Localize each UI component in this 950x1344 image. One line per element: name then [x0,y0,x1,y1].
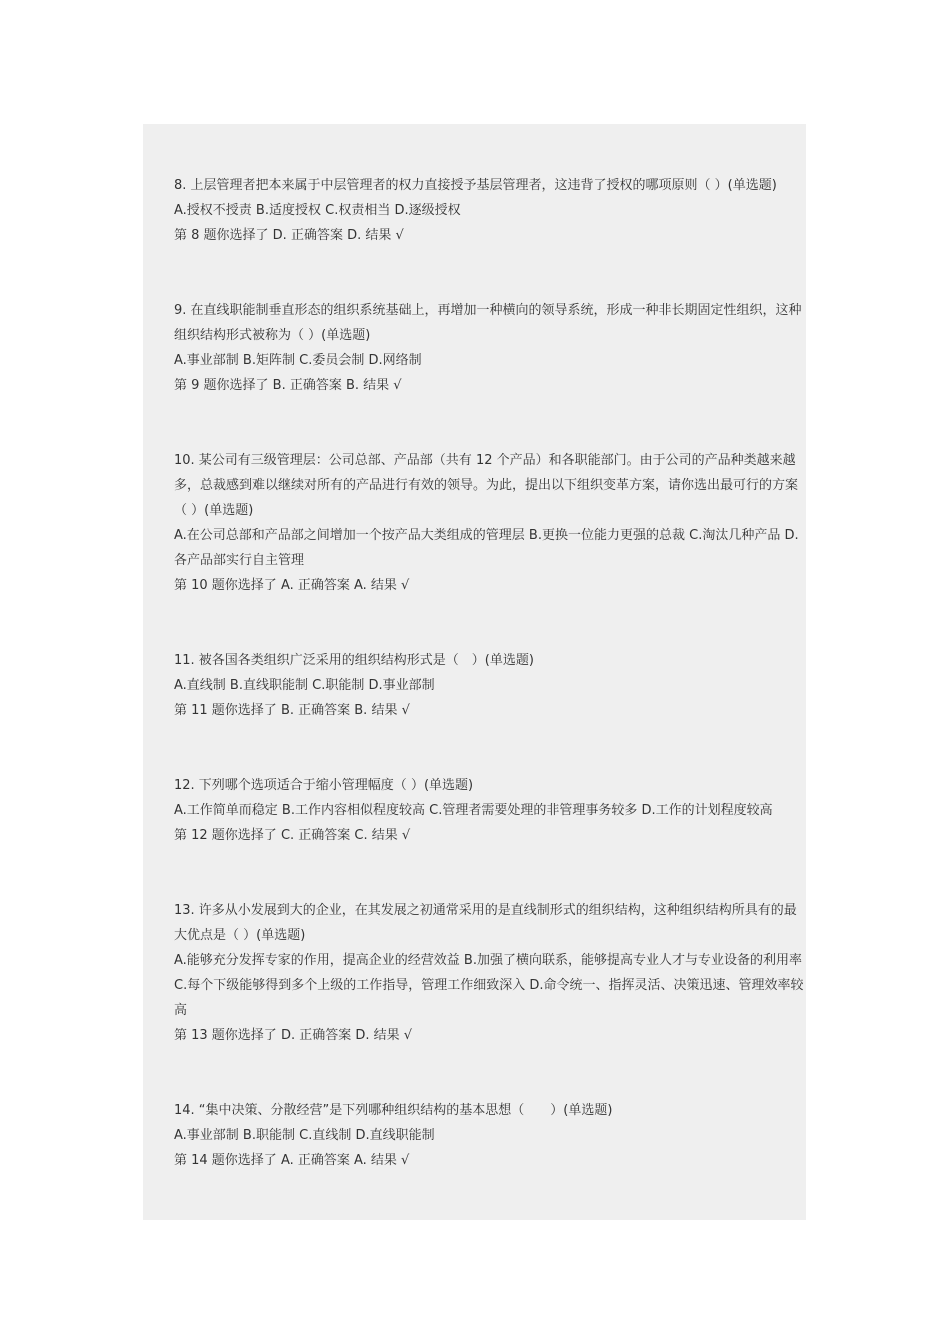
question-item [174,298,808,398]
question-text: 9. 在直线职能制垂直形态的组织系统基础上，再增加一种横向的领导系统，形成一种非长期固定性组织，这种组织结构形式被称为（ ）(单选题) [174,303,802,343]
question-options: A.能够充分发挥专家的作用，提高企业的经营效益 B.加强了横向联系，能够提高专业人才与专业设备的利用率 C.每个下级能够得到多个上级的工作指导，管理工作细致深入 D.命令统一、指挥灵活、决策迅速、管理效率较高 [174,953,804,1018]
question-options: A.在公司总部和产品部之间增加一个按产品大类组成的管理层 B.更换一位能力更强的总裁 C.淘汰几种产品 D.各产品部实行自主管理 [174,528,799,568]
question-text: 8. 上层管理者把本来属于中层管理者的权力直接授予基层管理者，这违背了授权的哪项原则（ ）(单选题) [174,178,777,193]
question-text: 10. 某公司有三级管理层：公司总部、产品部（共有 12 个产品）和各职能部门。由于公司的产品种类越来越多，总裁感到难以继续对所有的产品进行有效的领导。为此，提出以下组织变革方案，请你选出最可行的方案（ ）(单选题) [174,453,799,518]
question-text: 11. 被各国各类组织广泛采用的组织结构形式是（ ）(单选题) [174,653,534,668]
question-item [174,898,808,1048]
question-result: 第 13 题你选择了 D. 正确答案 D. 结果 √ [174,1028,413,1043]
question-options: A.授权不授责 B.适度授权 C.权责相当 D.逐级授权 [174,203,461,218]
question-options: A.直线制 B.直线职能制 C.职能制 D.事业部制 [174,678,435,693]
question-result: 第 12 题你选择了 C. 正确答案 C. 结果 √ [174,828,411,843]
question-item [174,448,808,598]
question-result: 第 8 题你选择了 D. 正确答案 D. 结果 √ [174,228,404,243]
question-list [174,173,808,1223]
question-item [174,648,808,723]
question-result: 第 10 题你选择了 A. 正确答案 A. 结果 √ [174,578,410,593]
question-item [174,173,808,248]
question-result: 第 9 题你选择了 B. 正确答案 B. 结果 √ [174,378,402,393]
question-options: A.事业部制 B.职能制 C.直线制 D.直线职能制 [174,1128,435,1143]
question-item [174,773,808,848]
question-result: 第 14 题你选择了 A. 正确答案 A. 结果 √ [174,1153,410,1168]
question-text: 12. 下列哪个选项适合于缩小管理幅度（ ）(单选题) [174,778,474,793]
question-text: 13. 许多从小发展到大的企业，在其发展之初通常采用的是直线制形式的组织结构，这种组织结构所具有的最大优点是（ ）(单选题) [174,903,797,943]
question-options: A.工作简单而稳定 B.工作内容相似程度较高 C.管理者需要处理的非管理事务较多 D.工作的计划程度较高 [174,803,773,818]
question-result: 第 11 题你选择了 B. 正确答案 B. 结果 √ [174,703,410,718]
question-options: A.事业部制 B.矩阵制 C.委员会制 D.网络制 [174,353,422,368]
question-item [174,1098,808,1173]
question-text: 14. “集中决策、分散经营”是下列哪种组织结构的基本思想（ ）(单选题) [174,1103,613,1118]
